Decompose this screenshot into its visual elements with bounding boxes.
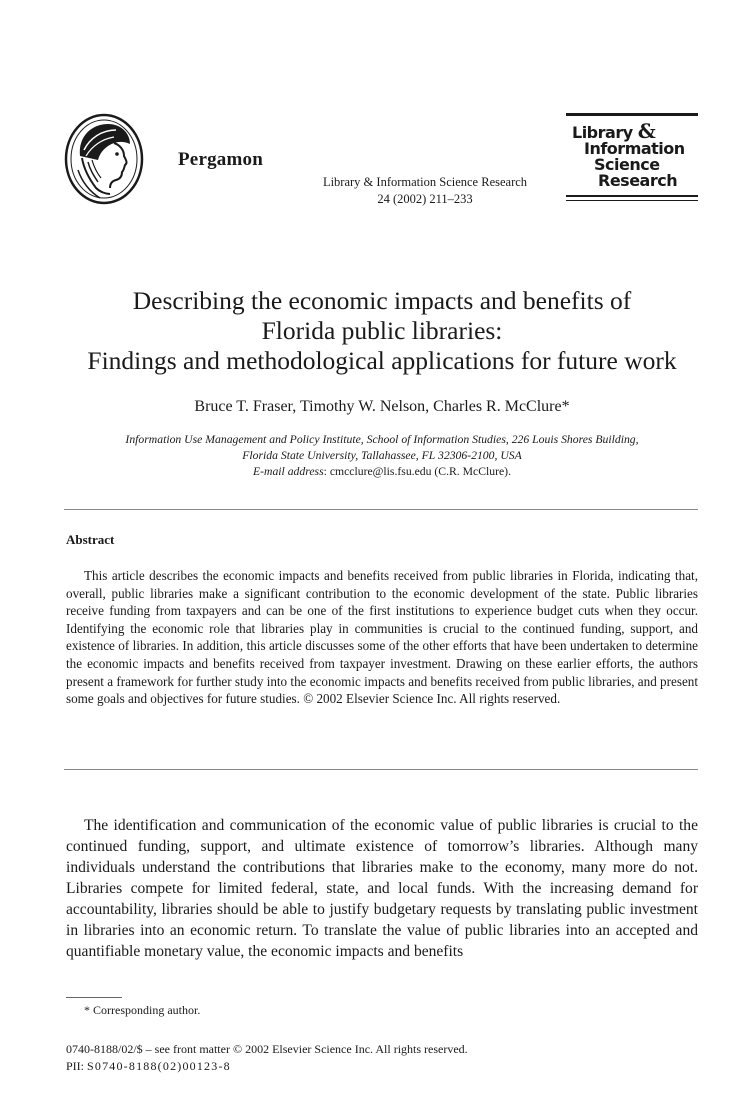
pergamon-logo [64, 112, 146, 208]
affiliation-line: Information Use Management and Policy Institute, School of Information Studies, 226 Louis Shores Building, [125, 433, 639, 446]
logo-rule-top [566, 113, 698, 116]
abstract-text: This article describes the economic impacts and benefits received from public libraries in Florida, indicating that, overall, public libraries make a significant contribution to the economic development of the state. Public libraries receive funding from taxpayers and can be one of the first institutions to experience budget cuts when they occur. Identifying the economic role that libraries play in communities is crucial to the continued funding, support, and existence of libraries. In addition, this article discusses some of the other efforts that have been undertaken to determine the economic impacts and benefits received from taxpayer investment. Drawing on these earlier efforts, the authors present a framework for further study into the economic impacts and benefits received from public libraries, and present some goals and objectives for future studies. © 2002 Elsevier Science Inc. All rights reserved. [66, 568, 698, 707]
body-paragraph: The identification and communication of the economic value of public libraries is crucial to the continued funding, support, and ultimate existence of tomorrow’s libraries. Although many individuals understand the contributions that libraries make to the economy, many more do not. Libraries compete for limited federal, state, and local funds. With the increasing demand for accountability, libraries should be able to justify budgetary requests by translating public investment in libraries into an economic return. To translate the value of public libraries into an accepted and quantifiable monetary value, the economic impacts and benefits [66, 817, 698, 960]
title-line: Describing the economic impacts and benefits of [132, 286, 632, 315]
logo-word-information: Information [584, 139, 685, 158]
footer-publication-info [66, 1041, 468, 1075]
logo-rule-bottom [566, 195, 698, 197]
copyright-line: 0740-8188/02/$ – see front matter © 2002 Elsevier Science Inc. All rights reserved. [66, 1042, 468, 1056]
pii-label: PII: [66, 1059, 87, 1073]
title-line: Findings and methodological applications for future work [87, 346, 677, 375]
divider-bottom [64, 769, 698, 770]
journal-citation-block [290, 174, 560, 208]
footnote-rule [66, 997, 122, 998]
abstract-heading: Abstract [66, 532, 115, 547]
publisher-name: Pergamon [178, 149, 263, 170]
email-address: : cmcclure@lis.fsu.edu (C.R. McClure). [323, 465, 511, 478]
journal-logo-text [570, 119, 696, 190]
footnote: * Corresponding author. [84, 1003, 201, 1017]
logo-word-library: Library [572, 123, 633, 142]
pii-code: S0740-8188(02)00123-8 [87, 1059, 231, 1073]
email-line [40, 464, 724, 480]
journal-name: Library & Information Science Research [322, 175, 528, 189]
article-title [40, 286, 724, 376]
affiliation-line: Florida State University, Tallahassee, FL 32306-2100, USA [242, 449, 522, 462]
logo-rule-bottom-thin [566, 200, 698, 201]
logo-ampersand: & [637, 119, 656, 143]
author-list: Bruce T. Fraser, Timothy W. Nelson, Charles R. McClure* [194, 398, 570, 415]
journal-citation: 24 (2002) 211–233 [377, 192, 473, 206]
pii-line [66, 1058, 468, 1075]
logo-word-research: Research [598, 171, 678, 190]
logo-word-science: Science [594, 155, 660, 174]
journal-logo [566, 113, 698, 205]
title-line: Florida public libraries: [261, 316, 503, 345]
author-affiliation [40, 432, 724, 480]
email-label: E-mail address [252, 465, 324, 478]
divider-top [64, 509, 698, 510]
